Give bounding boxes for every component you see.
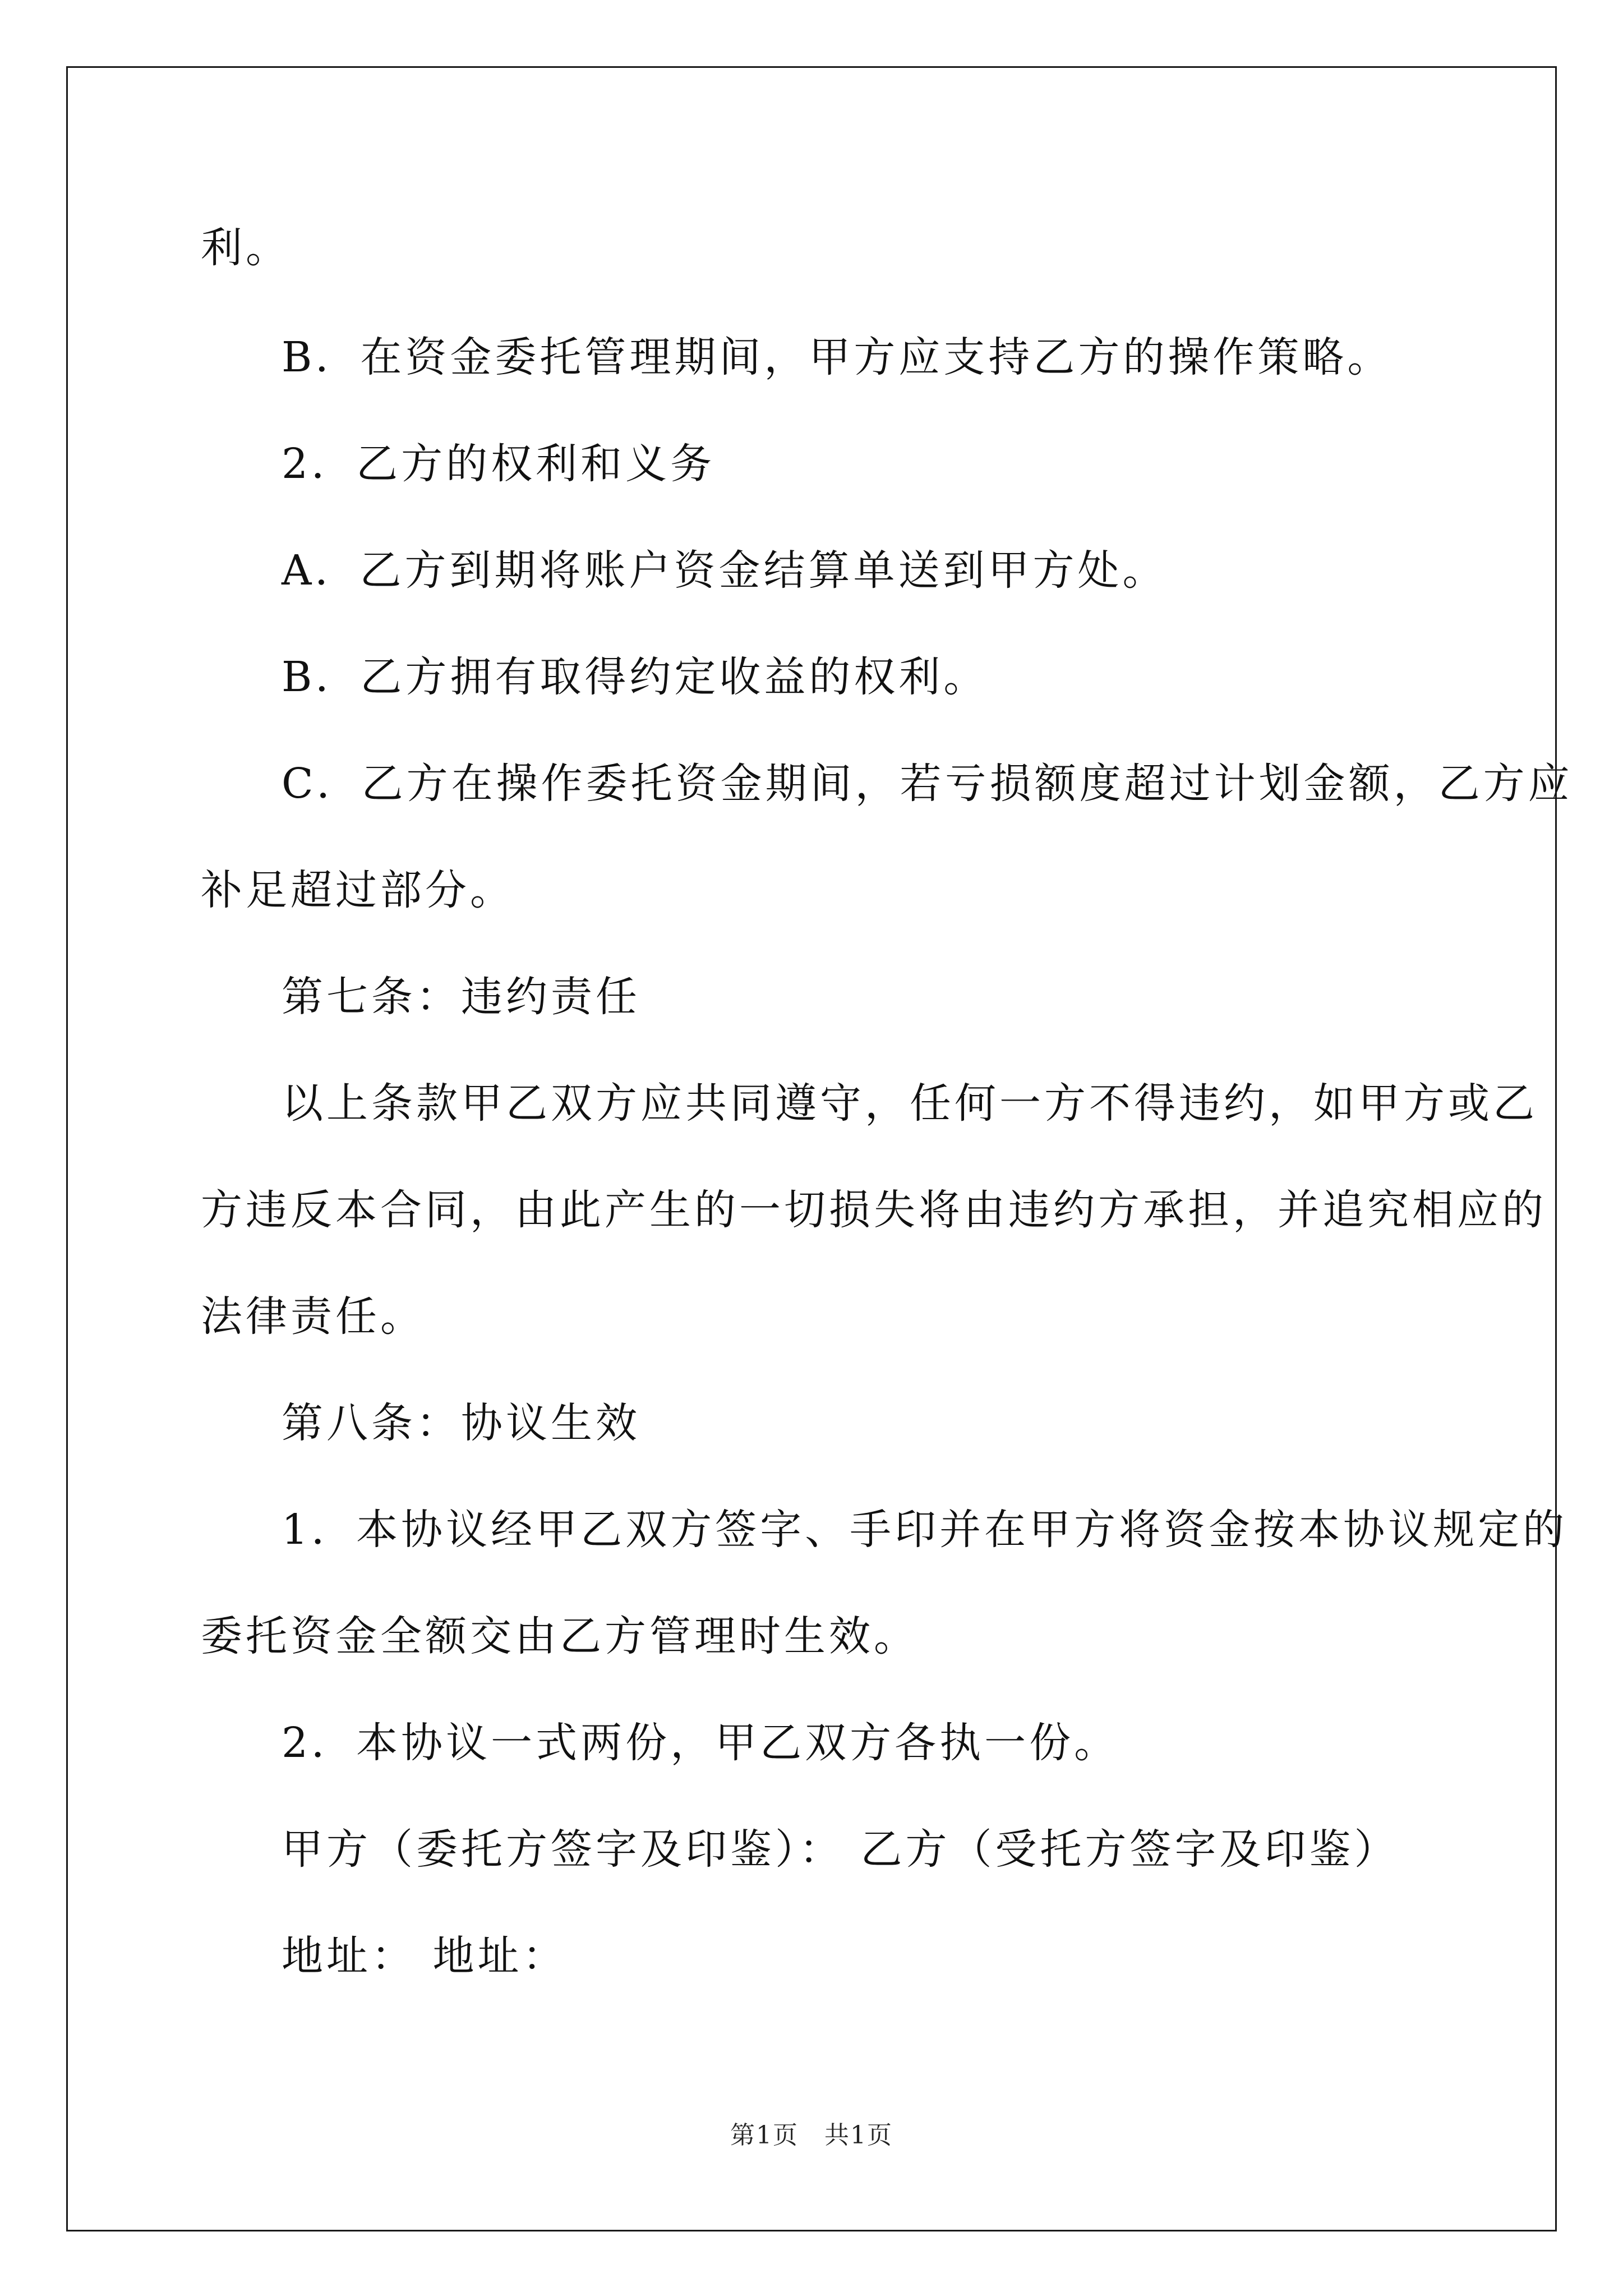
clause-2a: A．乙方到期将账户资金结算单送到甲方处。 xyxy=(282,546,1168,595)
page-number-footer: 第1页 共1页 xyxy=(730,2121,893,2150)
clause-8-1-line-1: 1．本协议经甲乙双方签字、手印并在甲方将资金按本协议规定的 xyxy=(282,1506,1568,1554)
article-8-heading: 第八条：协议生效 xyxy=(282,1399,640,1447)
address-line: 地址： 地址： xyxy=(282,1932,568,1980)
clause-8-1-line-2: 委托资金全额交由乙方管理时生效。 xyxy=(201,1612,919,1660)
signature-parties-line: 甲方（委托方签字及印鉴）： 乙方（受托方签字及印鉴） xyxy=(282,1825,1399,1874)
clause-8-2: 2．本协议一式两份，甲乙双方各执一份。 xyxy=(282,1719,1119,1767)
article-7-text-line-3: 法律责任。 xyxy=(201,1292,425,1341)
clause-2c-continuation: 补足超过部分。 xyxy=(201,866,515,914)
clause-2c: C．乙方在操作委托资金期间，若亏损额度超过计划金额，乙方应 xyxy=(282,760,1573,808)
text-line-continuation: 利。 xyxy=(201,224,291,272)
clause-2b: B．乙方拥有取得约定收益的权利。 xyxy=(282,653,989,701)
article-7-text-line-2: 方违反本合同，由此产生的一切损失将由违约方承担，并追究相应的 xyxy=(201,1186,1547,1234)
article-7-text-line-1: 以上条款甲乙双方应共同遵守，任何一方不得违约，如甲方或乙 xyxy=(282,1079,1538,1128)
article-7-heading: 第七条：违约责任 xyxy=(282,973,640,1021)
section-2-heading: 2．乙方的权利和义务 xyxy=(282,440,716,488)
page-border xyxy=(66,66,1557,2231)
clause-1b-party-a: B．在资金委托管理期间，甲方应支持乙方的操作策略。 xyxy=(282,333,1393,381)
